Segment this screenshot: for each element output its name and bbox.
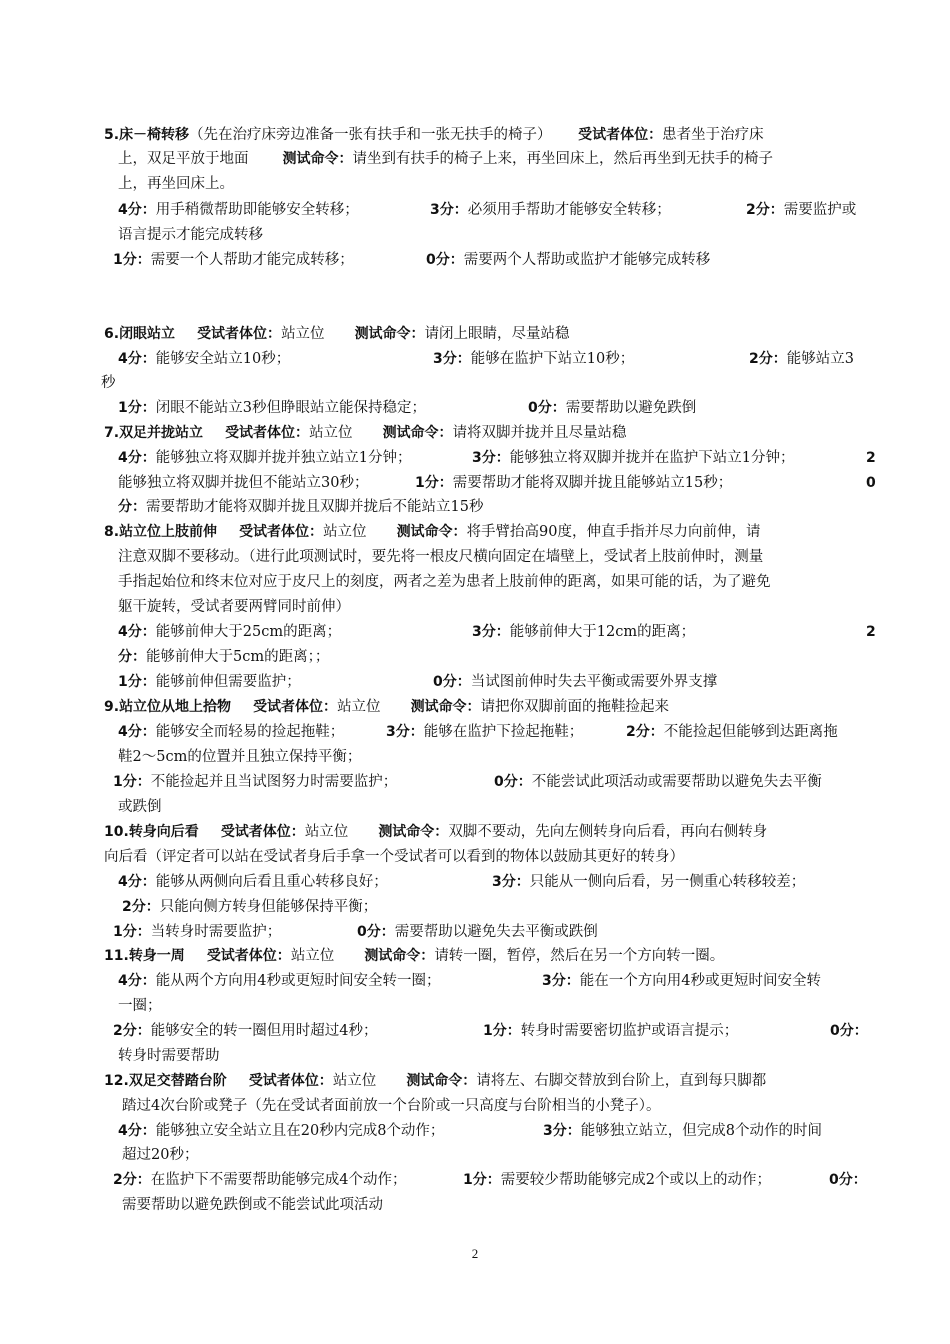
test-command-text-cont: 注意双脚不要移动。（进行此项测试时，要先将一根皮尺横向固定在墙壁上，受试者上肢前伸时，测量 — [118, 549, 764, 565]
score-2-text: 不能捡起但能够到达距离拖 — [663, 724, 838, 740]
item-title: 床－椅转移 — [119, 127, 190, 143]
item-10-score-0 — [357, 922, 598, 942]
score-3-label: 3分： — [492, 874, 530, 890]
score-0-label: 0分： — [528, 400, 566, 416]
score-0-label: 0分： — [433, 674, 471, 690]
score-1-text: 能够前伸但需要监护； — [155, 674, 301, 690]
score-3-text: 能够独立将双脚并拢并在监护下站立1分钟； — [509, 450, 795, 466]
item-11-score-0 — [830, 1021, 868, 1041]
item-9-score-0 — [494, 772, 822, 792]
item-title: 双足并拢站立 — [119, 425, 204, 441]
test-command-label: 测试命令： — [382, 425, 453, 441]
score-3-text: 必须用手帮助才能够安全转移； — [467, 202, 671, 218]
item-title: 闭眼站立 — [119, 326, 176, 342]
item-8-desc-3 — [118, 572, 771, 592]
score-1-label: 1分： — [483, 1023, 521, 1039]
subject-position-label: 受试者体位： — [248, 1073, 333, 1089]
score-4-label: 4分： — [118, 1123, 156, 1139]
subject-position-text: 站立位 — [309, 425, 353, 441]
test-command-text-cont: 上，再坐回床上。 — [118, 176, 234, 192]
test-command-label: 测试命令： — [406, 1073, 477, 1089]
item-title: 双足交替踏台阶 — [128, 1073, 227, 1089]
item-9-score-4 — [118, 722, 344, 742]
score-4-label: 4分： — [118, 624, 156, 640]
test-command-text: 请闭上眼睛，尽量站稳 — [424, 326, 570, 342]
item-number: 6. — [104, 326, 120, 342]
test-command-text: 双脚不要动，先向左侧转身向后看，再向右侧转身 — [448, 824, 768, 840]
item-5-line3 — [118, 174, 234, 194]
item-8-score-1 — [118, 672, 301, 692]
item-6-score-3 — [433, 349, 634, 369]
score-4-text: 能够独立安全站立且在20秒内完成8个动作； — [155, 1123, 445, 1139]
test-command-text-cont: 手指起始位和终末位对应于皮尺上的刻度，两者之差为患者上肢前伸的距离，如果可能的话，为了避免 — [118, 574, 771, 590]
item-5-scores-a — [118, 200, 359, 220]
test-command-text-cont: 踏过4次台阶或凳子（先在受试者面前放一个台阶或一只高度与台阶相当的小凳子）。 — [122, 1098, 661, 1114]
test-command-text: 请将左、右脚交替放到台阶上，直到每只脚都 — [476, 1073, 767, 1089]
score-0-text: 需要两个人帮助或监护才能够完成转移 — [463, 252, 711, 268]
item-12-score-1 — [463, 1170, 771, 1190]
score-2-text-cont: 语言提示才能完成转移 — [118, 227, 263, 243]
score-4-label: 4分： — [118, 973, 156, 989]
page-number: 2 — [471, 1246, 479, 1261]
item-11-score-2 — [113, 1021, 377, 1041]
item-6-score-1 — [118, 398, 426, 418]
test-command-text: 请转一圈，暂停，然后在另一个方向转一圈。 — [434, 948, 725, 964]
score-2-label: 2分： — [113, 1023, 151, 1039]
score-1-text: 转身时需要密切监护或语言提示； — [520, 1023, 739, 1039]
score-2-text: 在监护下不需要帮助能够完成4个动作； — [150, 1172, 407, 1188]
test-command-label: 测试命令： — [410, 699, 481, 715]
score-0-label: 0分： — [357, 924, 395, 940]
score-2-text: 只能向侧方转身但能够保持平衡； — [159, 899, 378, 915]
item-number: 12. — [104, 1073, 129, 1089]
item-7-score-2-num — [866, 448, 876, 468]
subject-position-label: 受试者体位： — [253, 699, 338, 715]
score-2-label: 分： — [118, 649, 146, 665]
item-number: 11. — [104, 948, 129, 964]
test-command-label: 测试命令： — [354, 326, 425, 342]
item-7-score-3 — [472, 448, 794, 468]
item-number: 10. — [104, 824, 129, 840]
score-2-text: 能够独立将双脚并拢但不能站立30秒； — [118, 475, 369, 491]
score-2-number: 2 — [866, 624, 876, 640]
score-1-text: 闭眼不能站立3秒但睁眼站立能保持稳定； — [155, 400, 426, 416]
item-7-score-0 — [118, 497, 483, 517]
score-0-text-cont: 或跌倒 — [118, 799, 162, 815]
item-number: 8. — [104, 524, 120, 540]
item-10-header — [104, 822, 767, 842]
item-5-score-1 — [113, 250, 354, 270]
subject-position-label: 受试者体位： — [239, 524, 324, 540]
subject-position-text-cont: 上，双足平放于地面 — [118, 151, 249, 167]
item-6-score-4 — [118, 349, 290, 369]
test-command-text: 请将双脚并拢并且尽量站稳 — [452, 425, 627, 441]
subject-position-text: 站立位 — [332, 1073, 377, 1089]
test-command-label: 测试命令： — [396, 524, 467, 540]
score-0-label: 分： — [118, 499, 146, 515]
item-9-score-1 — [113, 772, 397, 792]
score-3-text: 能够在监护下捡起拖鞋； — [423, 724, 584, 740]
item-7-score-2-cont — [118, 473, 368, 493]
item-12-score-0-cont — [122, 1195, 383, 1215]
test-command-label: 测试命令： — [378, 824, 449, 840]
test-command-label: 测试命令： — [364, 948, 435, 964]
subject-position-label: 受试者体位： — [197, 326, 282, 342]
test-command-text: 请坐到有扶手的椅子上来，再坐回床上，然后再坐到无扶手的椅子 — [352, 151, 773, 167]
score-2-text: 需要监护或 — [783, 202, 857, 218]
score-4-label: 4分： — [118, 874, 156, 890]
score-3-label: 3分： — [386, 724, 424, 740]
item-8-header — [104, 522, 761, 542]
item-8-score-4 — [118, 622, 341, 642]
item-7-header — [104, 423, 627, 443]
item-9-score-0-cont — [118, 797, 162, 817]
score-3-text-cont: 一圈； — [118, 998, 162, 1014]
score-1-text: 需要一个人帮助才能完成转移； — [150, 252, 354, 268]
subject-position-text: 站立位 — [281, 326, 325, 342]
item-10-score-2 — [122, 897, 377, 917]
score-1-label: 1分： — [118, 400, 156, 416]
item-note: （先在治疗床旁边准备一张有扶手和一张无扶手的椅子） — [189, 127, 552, 143]
item-9-score-2 — [626, 722, 838, 742]
score-4-label: 4分： — [118, 724, 156, 740]
score-1-text: 不能捡起并且当试图努力时需要监护； — [150, 774, 398, 790]
item-8-score-2 — [118, 647, 329, 667]
score-4-text: 能够安全站立10秒； — [155, 351, 291, 367]
score-3-label: 3分： — [433, 351, 471, 367]
subject-position-label: 受试者体位： — [206, 948, 291, 964]
item-number: 9. — [104, 699, 120, 715]
item-11-score-3 — [542, 971, 821, 991]
test-command-text: 请把你双脚前面的拖鞋捡起来 — [480, 699, 670, 715]
score-3-text: 能够独立站立，但完成8个动作的时间 — [580, 1123, 822, 1139]
score-4-label: 4分： — [118, 351, 156, 367]
item-9-score-3 — [386, 722, 583, 742]
item-6-header — [104, 324, 570, 344]
item-title: 转身一周 — [128, 948, 185, 964]
score-4-label: 4分： — [118, 450, 156, 466]
score-0-label: 0分： — [494, 774, 532, 790]
score-3-text-cont: 超过20秒； — [122, 1147, 199, 1163]
item-8-score-3 — [472, 622, 695, 642]
score-0-label: 0分： — [426, 252, 464, 268]
item-9-header — [104, 697, 669, 717]
test-command-label: 测试命令： — [282, 151, 353, 167]
item-title: 站立位从地上拾物 — [119, 699, 232, 715]
item-11-score-3-cont — [118, 996, 162, 1016]
score-3-text: 能够在监护下站立10秒； — [470, 351, 635, 367]
item-11-header — [104, 946, 724, 966]
subject-position-text: 站立位 — [337, 699, 381, 715]
item-10-score-1 — [113, 922, 281, 942]
score-2-text: 能够安全的转一圈但用时超过4秒； — [150, 1023, 378, 1039]
score-2-label: 2分： — [122, 899, 160, 915]
score-3-label: 3分： — [472, 450, 510, 466]
item-number: 5. — [104, 127, 120, 143]
item-8-score-2-num — [866, 622, 876, 642]
score-4-text: 能够从两侧向后看且重心转移良好； — [155, 874, 388, 890]
score-1-label: 1分： — [113, 774, 151, 790]
subject-position-text: 站立位 — [290, 948, 335, 964]
score-0-label: 0分： — [830, 1023, 868, 1039]
subject-position-text: 站立位 — [304, 824, 349, 840]
score-4-text: 能够前伸大于25cm的距离； — [155, 624, 342, 640]
item-6-score-2 — [749, 349, 854, 369]
score-4-text: 能从两个方向用4秒或更短时间安全转一圈； — [155, 973, 441, 989]
test-command-text-cont: 躯干旋转，受试者要两臂同时前伸） — [118, 599, 350, 615]
item-12-score-3-cont — [122, 1145, 198, 1165]
test-command-text-cont: 向后看（评定者可以站在受试者身后手拿一个受试者可以看到的物体以鼓励其更好的转身） — [104, 849, 684, 865]
item-title: 转身向后看 — [128, 824, 199, 840]
score-1-label: 1分： — [113, 924, 151, 940]
score-1-label: 1分： — [113, 252, 151, 268]
subject-position-text: 患者坐于治疗床 — [662, 127, 764, 143]
item-7-score-1 — [415, 473, 732, 493]
score-0-text: 转身时需要帮助 — [118, 1048, 220, 1064]
item-12-score-2 — [113, 1170, 406, 1190]
item-9-score-2-cont — [118, 747, 361, 767]
score-4-label: 4分： — [118, 202, 156, 218]
item-title: 站立位上肢前伸 — [119, 524, 218, 540]
item-5-line2 — [118, 149, 773, 169]
score-1-text: 当转身时需要监护； — [150, 924, 282, 940]
score-3-label: 3分： — [542, 973, 580, 989]
score-4-text: 能够独立将双脚并拢并独立站立1分钟； — [155, 450, 412, 466]
score-2-label: 2分： — [749, 351, 787, 367]
score-2-text-cont: 鞋2～5cm的位置并且独立保持平衡； — [118, 749, 362, 765]
score-1-label: 1分： — [118, 674, 156, 690]
score-0-text: 需要帮助以避免跌倒或不能尝试此项活动 — [122, 1197, 383, 1213]
item-5-score-3 — [430, 200, 671, 220]
item-8-desc-4 — [118, 597, 350, 617]
score-2-text: 能够前伸大于5cm的距离；； — [146, 649, 330, 665]
score-1-text: 需要较少帮助能够完成2个或以上的动作； — [500, 1172, 771, 1188]
item-5-score-2 — [746, 200, 856, 220]
score-0-text: 需要帮助以避免跌倒 — [565, 400, 697, 416]
item-12-header — [104, 1071, 766, 1091]
item-6-score-0 — [528, 398, 696, 418]
score-1-text: 需要帮助才能将双脚并拢且能够站立15秒； — [452, 475, 733, 491]
score-2-label: 2分： — [626, 724, 664, 740]
item-11-score-0-cont — [118, 1046, 220, 1066]
item-7-score-0-num — [866, 473, 876, 493]
score-3-text: 只能从一侧向后看，另一侧重心转移较差； — [529, 874, 806, 890]
test-command-text: 将手臂抬高90度，伸直手指并尽力向前伸，请 — [466, 524, 761, 540]
item-5-header — [104, 125, 764, 145]
score-3-label: 3分： — [430, 202, 468, 218]
score-0-text: 不能尝试此项活动或需要帮助以避免失去平衡 — [531, 774, 822, 790]
score-3-label: 3分： — [543, 1123, 581, 1139]
item-10-desc-2 — [104, 847, 684, 867]
score-3-text: 能在一个方向用4秒或更短时间安全转 — [579, 973, 821, 989]
item-11-score-1 — [483, 1021, 738, 1041]
item-10-score-3 — [492, 872, 805, 892]
subject-position-label: 受试者体位： — [578, 127, 663, 143]
subject-position-label: 受试者体位： — [225, 425, 310, 441]
item-12-score-0 — [829, 1170, 867, 1190]
item-7-score-4 — [118, 448, 411, 468]
score-0-text: 当试图前伸时失去平衡或需要外界支撑 — [470, 674, 718, 690]
score-2-number: 2 — [866, 450, 876, 466]
score-2-label: 2分： — [113, 1172, 151, 1188]
subject-position-text: 站立位 — [323, 524, 367, 540]
score-1-label: 1分： — [415, 475, 453, 491]
item-12-score-4 — [118, 1121, 444, 1141]
item-12-desc-2 — [122, 1096, 660, 1116]
item-10-score-4 — [118, 872, 388, 892]
item-11-score-4 — [118, 971, 440, 991]
item-8-score-0 — [433, 672, 717, 692]
item-6-score-2-cont — [101, 373, 116, 393]
item-5-score-0 — [426, 250, 710, 270]
score-0-text: 需要帮助才能将双脚并拢且双脚并拢后不能站立15秒 — [146, 499, 484, 515]
item-5-score-2-cont — [118, 225, 263, 245]
score-4-text: 能够安全而轻易的捡起拖鞋； — [155, 724, 345, 740]
score-2-text: 能够站立3 — [786, 351, 854, 367]
item-number: 7. — [104, 425, 120, 441]
item-8-desc-2 — [118, 547, 763, 567]
score-3-label: 3分： — [472, 624, 510, 640]
item-12-score-3 — [543, 1121, 822, 1141]
score-0-number: 0 — [866, 475, 876, 491]
score-2-text-cont: 秒 — [101, 375, 116, 391]
score-3-text: 能够前伸大于12cm的距离； — [509, 624, 696, 640]
score-2-label: 2分： — [746, 202, 784, 218]
score-0-text: 需要帮助以避免失去平衡或跌倒 — [394, 924, 598, 940]
score-4-text: 用手稍微帮助即能够安全转移； — [155, 202, 359, 218]
score-0-label: 0分： — [829, 1172, 867, 1188]
subject-position-label: 受试者体位： — [220, 824, 305, 840]
score-1-label: 1分： — [463, 1172, 501, 1188]
